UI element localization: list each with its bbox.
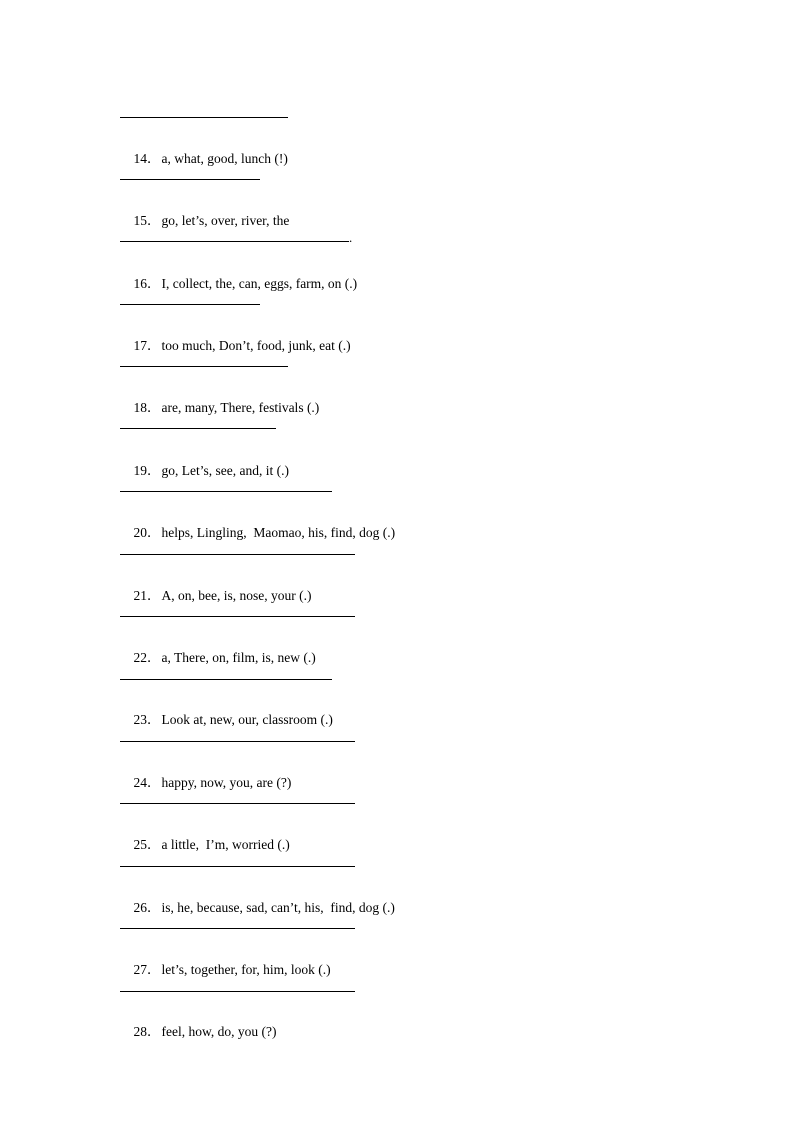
question-text: helps, Lingling, Maomao, his, find, dog (.): [161, 525, 396, 540]
answer-line-26[interactable]: [120, 927, 355, 929]
question-15: [120, 197, 289, 245]
answer-line-22[interactable]: [120, 678, 332, 680]
question-text: happy, now, you, are (?): [161, 775, 292, 790]
question-number: 23．: [133, 712, 161, 727]
question-24: [120, 759, 291, 807]
question-text: Look at, new, our, classroom (.): [161, 712, 333, 727]
question-number: 14．: [133, 151, 161, 166]
question-text: feel, how, do, you (?): [161, 1024, 277, 1039]
question-number: 16．: [133, 276, 161, 291]
answer-line-24[interactable]: [120, 802, 355, 804]
question-number: 22．: [133, 650, 161, 665]
question-text: I, collect, the, can, eggs, farm, on (.): [161, 276, 358, 291]
question-number: 28．: [133, 1024, 161, 1039]
question-text: are, many, There, festivals (.): [161, 400, 320, 415]
question-14: [120, 135, 288, 183]
answer-line-16[interactable]: [120, 303, 260, 305]
question-25: [120, 821, 290, 869]
question-number: 20．: [133, 525, 161, 540]
question-text: A, on, bee, is, nose, your (.): [161, 588, 312, 603]
answer-line-15[interactable]: [120, 240, 349, 242]
answer-line-19[interactable]: [120, 490, 332, 492]
answer-line-27[interactable]: [120, 990, 355, 992]
answer-line-21[interactable]: [120, 615, 355, 617]
answer-line-13[interactable]: [120, 116, 288, 118]
question-23: [120, 696, 333, 744]
answer-line-14[interactable]: [120, 178, 260, 180]
question-28: [120, 1008, 276, 1056]
question-number: 19．: [133, 463, 161, 478]
question-number: 18．: [133, 400, 161, 415]
answer-line-23[interactable]: [120, 740, 355, 742]
question-26: [120, 884, 395, 932]
answer-line-17[interactable]: [120, 365, 288, 367]
question-number: 15．: [133, 213, 161, 228]
question-number: 25．: [133, 837, 161, 852]
question-17: [120, 322, 351, 370]
question-text: is, he, because, sad, can’t, his, find, dog (.): [161, 900, 395, 915]
question-text: a, There, on, film, is, new (.): [161, 650, 316, 665]
question-text: too much, Don’t, food, junk, eat (.): [161, 338, 351, 353]
question-27: [120, 946, 331, 994]
answer-line-18[interactable]: [120, 427, 276, 429]
question-20: [120, 509, 395, 557]
question-text: let’s, together, for, him, look (.): [161, 962, 331, 977]
question-number: 21．: [133, 588, 161, 603]
question-number: 17．: [133, 338, 161, 353]
answer-line-20[interactable]: [120, 553, 355, 555]
answer-line-25[interactable]: [120, 865, 355, 867]
question-text: go, let’s, over, river, the: [161, 213, 290, 228]
question-number: 26．: [133, 900, 161, 915]
question-16: [120, 260, 357, 308]
question-22: [120, 634, 316, 682]
question-19: [120, 447, 289, 495]
question-number: 27．: [133, 962, 161, 977]
answer-line-period: .: [349, 230, 353, 245]
question-text: go, Let’s, see, and, it (.): [161, 463, 289, 478]
question-number: 24．: [133, 775, 161, 790]
question-18: [120, 384, 319, 432]
question-text: a, what, good, lunch (!): [161, 151, 288, 166]
question-text: a little, I’m, worried (.): [161, 837, 290, 852]
question-21: [120, 572, 311, 620]
